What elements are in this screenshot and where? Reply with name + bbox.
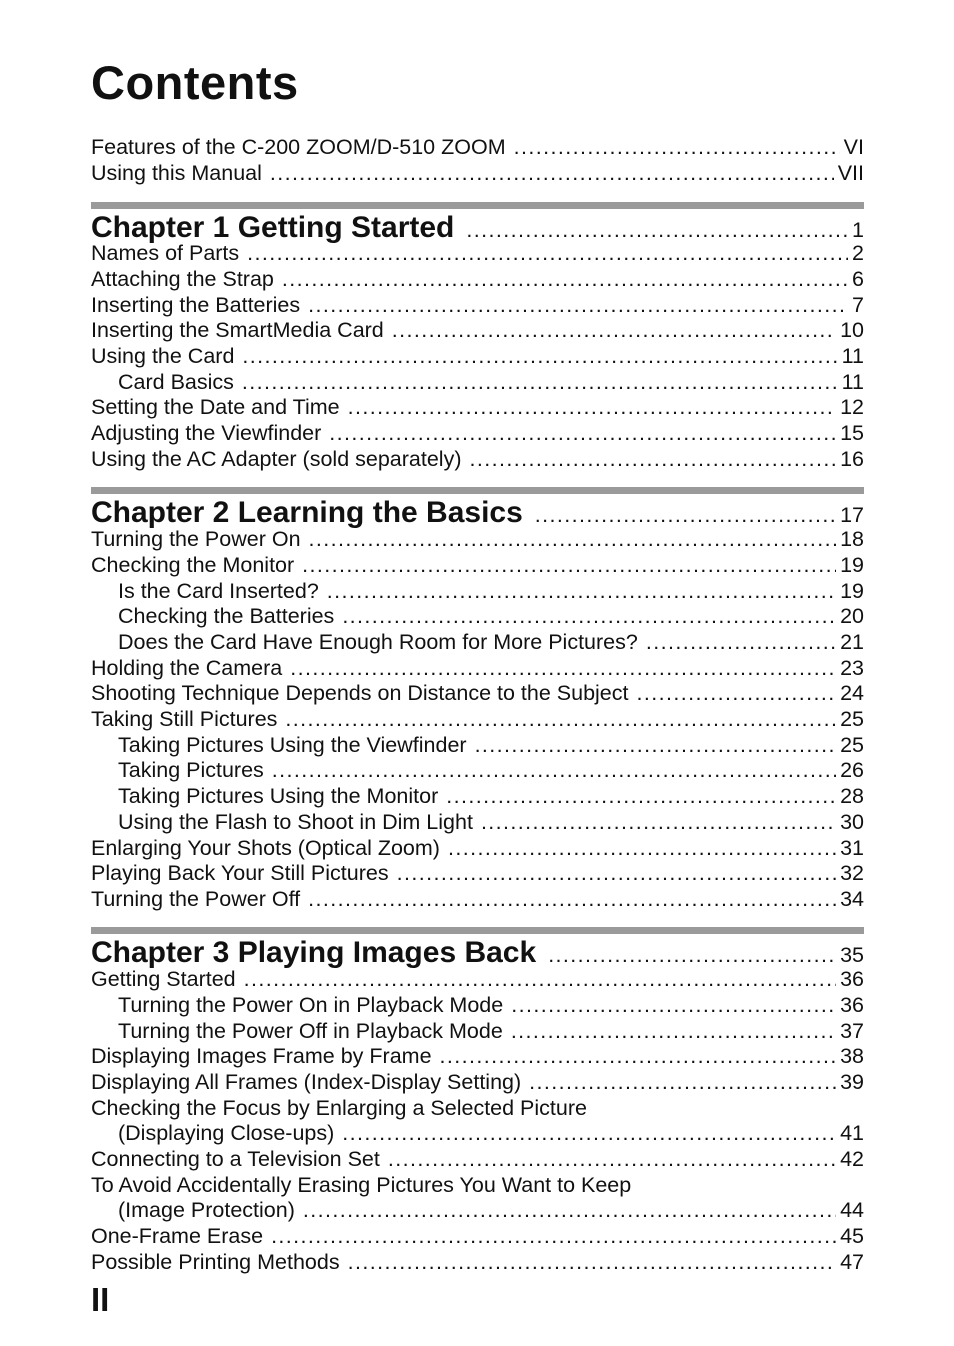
toc-entry: [91, 835, 864, 861]
toc-entry-label: Getting Started: [91, 967, 236, 991]
toc-entry-page: 25: [840, 733, 864, 757]
leader-dots: [529, 1069, 836, 1095]
toc-entry-label: Playing Back Your Still Pictures: [91, 861, 389, 885]
toc-entry-page: 47: [840, 1250, 864, 1274]
toc-entry-continuation: [118, 1197, 864, 1223]
toc-subentry: [118, 992, 864, 1018]
leader-dots: [271, 1223, 836, 1249]
toc-entry-label: Taking Pictures Using the Viewfinder: [118, 733, 467, 757]
toc-entry-label: Taking Still Pictures: [91, 707, 278, 731]
toc-entry-label: One-Frame Erase: [91, 1224, 264, 1248]
toc-entry-page: 19: [840, 579, 864, 603]
chapter-divider: [91, 202, 864, 209]
toc-subentry: [118, 369, 864, 395]
toc-entry: [91, 160, 864, 186]
toc-entry-page: 30: [840, 810, 864, 834]
leader-dots: [270, 160, 834, 186]
toc-entry: [91, 1043, 864, 1069]
toc-entry-label: Turning the Power On: [91, 527, 301, 551]
toc-entry-page: 11: [841, 370, 864, 394]
toc-entry-label: To Avoid Accidentally Erasing Pictures You Want to Keep: [91, 1173, 632, 1197]
toc-entry: [91, 1069, 864, 1095]
toc-entry-label: Using the Card: [91, 344, 235, 368]
toc-entry-label: Setting the Date and Time: [91, 395, 340, 419]
leader-dots: [327, 578, 836, 604]
page-number: II: [91, 1281, 110, 1318]
toc-entry: [91, 680, 864, 706]
toc-entry: [91, 266, 864, 292]
toc-subentry: [118, 578, 864, 604]
chapter-page: 35: [840, 943, 864, 967]
leader-dots: [548, 943, 836, 968]
toc-entry-page: 25: [840, 707, 864, 731]
toc-entry-page: 38: [840, 1044, 864, 1068]
toc-entry-label: Checking the Monitor: [91, 553, 295, 577]
toc-entry: [91, 655, 864, 681]
toc-entry-page: 12: [840, 395, 864, 419]
toc-entry-label: (Image Protection): [118, 1198, 295, 1222]
toc-entry-page: 28: [840, 784, 864, 808]
chapter-page: 1: [852, 218, 864, 242]
leader-dots: [309, 526, 837, 552]
toc-entry-page: 34: [840, 887, 864, 911]
toc-entry-label: Inserting the SmartMedia Card: [91, 318, 384, 342]
toc-entry-label: Attaching the Strap: [91, 267, 274, 291]
toc-subentry: [118, 732, 864, 758]
leader-dots: [242, 369, 838, 395]
toc-entry-page: 11: [841, 344, 864, 368]
toc-entry-label: Features of the C-200 ZOOM/D-510 ZOOM: [91, 135, 506, 159]
toc-entry-label: Checking the Batteries: [118, 604, 335, 628]
chapter-title: Chapter 1 Getting Started: [91, 211, 455, 244]
toc-subentry: [118, 757, 864, 783]
toc-entry-page: 41: [840, 1121, 864, 1145]
toc-entry-label: Turning the Power Off in Playback Mode: [118, 1019, 503, 1043]
leader-dots: [392, 317, 836, 343]
toc-entry-label: Displaying Images Frame by Frame: [91, 1044, 432, 1068]
leader-dots: [511, 1018, 836, 1044]
toc-entry: [91, 134, 864, 160]
leader-dots: [308, 292, 848, 318]
leader-dots: [342, 1120, 836, 1146]
toc-entry-label: Does the Card Have Enough Room for More Pictures?: [118, 630, 638, 654]
toc-entry-page: 36: [840, 967, 864, 991]
toc-entry-label: Using this Manual: [91, 161, 262, 185]
leader-dots: [348, 1249, 837, 1275]
toc-entry-label: Possible Printing Methods: [91, 1250, 340, 1274]
leader-dots: [247, 240, 848, 266]
toc-entry: [91, 240, 864, 266]
toc-entry-page: 45: [840, 1224, 864, 1248]
toc-entry-page: 6: [852, 267, 864, 291]
toc-entry-page: 44: [840, 1198, 864, 1222]
toc-entry-label: Displaying All Frames (Index-Display Setting): [91, 1070, 522, 1094]
toc-entry-label: Turning the Power Off: [91, 887, 301, 911]
leader-dots: [348, 394, 836, 420]
toc-entry-label: Adjusting the Viewfinder: [91, 421, 322, 445]
toc-subentry: [118, 603, 864, 629]
leader-dots: [285, 706, 836, 732]
toc-entry-page: 32: [840, 861, 864, 885]
toc-entry: [91, 394, 864, 420]
leader-dots: [342, 603, 836, 629]
leader-dots: [469, 446, 836, 472]
toc-entry: [91, 552, 864, 578]
toc-entry-page: 18: [840, 527, 864, 551]
leader-dots: [446, 783, 836, 809]
toc-entry-page: VI: [843, 135, 864, 159]
toc-entry: [91, 292, 864, 318]
toc-entry-page: VII: [837, 161, 864, 185]
toc-entry-page: 36: [840, 993, 864, 1017]
toc-subentry: [118, 629, 864, 655]
toc-entry-label: Card Basics: [118, 370, 234, 394]
toc-subentry: [118, 809, 864, 835]
toc-entry-label: Turning the Power On in Playback Mode: [118, 993, 504, 1017]
toc-entry-page: 15: [840, 421, 864, 445]
chapter-divider: [91, 927, 864, 934]
toc-entry: [91, 860, 864, 886]
toc-entry-page: 21: [840, 630, 864, 654]
toc-entry-page: 42: [840, 1147, 864, 1171]
toc-entry-label: Using the AC Adapter (sold separately): [91, 447, 462, 471]
leader-dots: [244, 966, 836, 992]
toc-subentry: [118, 1018, 864, 1044]
toc-subentry: [118, 783, 864, 809]
toc-entry-page: 39: [840, 1070, 864, 1094]
leader-dots: [303, 1197, 836, 1223]
toc-entry-label: Enlarging Your Shots (Optical Zoom): [91, 836, 440, 860]
toc-entry-page: 26: [840, 758, 864, 782]
chapter-title: Chapter 2 Learning the Basics: [91, 496, 523, 529]
chapter-title: Chapter 3 Playing Images Back: [91, 936, 537, 969]
toc-entry-label: Taking Pictures Using the Monitor: [118, 784, 439, 808]
toc-entry-label: Checking the Focus by Enlarging a Selected Picture: [91, 1096, 587, 1120]
chapter-page: 17: [840, 503, 864, 527]
leader-dots: [397, 860, 837, 886]
leader-dots: [475, 732, 837, 758]
leader-dots: [511, 992, 836, 1018]
toc-entry-label: Shooting Technique Depends on Distance to the Subject: [91, 681, 629, 705]
toc-entry-label: Taking Pictures: [118, 758, 264, 782]
toc-entry-page: 37: [840, 1019, 864, 1043]
toc-entry: [91, 1249, 864, 1275]
leader-dots: [440, 1043, 837, 1069]
leader-dots: [448, 835, 836, 861]
toc-entry-page: 23: [840, 656, 864, 680]
toc-entry-page: 24: [840, 681, 864, 705]
toc-entry-page: 19: [840, 553, 864, 577]
toc-entry: [91, 446, 864, 472]
toc-entry-label: Using the Flash to Shoot in Dim Light: [118, 810, 473, 834]
toc-entry: [91, 886, 864, 912]
toc-entry-page: 7: [852, 293, 864, 317]
toc-entry-label: Connecting to a Television Set: [91, 1147, 380, 1171]
toc-entry: [91, 706, 864, 732]
leader-dots: [308, 886, 836, 912]
toc-entry-page: 2: [852, 241, 864, 265]
toc-entry-label: Is the Card Inserted?: [118, 579, 319, 603]
toc-entry: [91, 966, 864, 992]
leader-dots: [290, 655, 836, 681]
toc-entry-continuation: [118, 1120, 864, 1146]
page-title: Contents: [91, 56, 299, 109]
leader-dots: [302, 552, 836, 578]
leader-dots: [535, 503, 836, 528]
toc-entry: [91, 1146, 864, 1172]
leader-dots: [329, 420, 836, 446]
toc-entry-page: 10: [840, 318, 864, 342]
toc-entry-page: 16: [840, 447, 864, 471]
toc-entry: [91, 1223, 864, 1249]
toc-entry-label: Inserting the Batteries: [91, 293, 301, 317]
leader-dots: [514, 134, 840, 160]
toc-entry-page: 31: [840, 836, 864, 860]
leader-dots: [646, 629, 836, 655]
toc-entry: [91, 526, 864, 552]
toc-entry-label: (Displaying Close-ups): [118, 1121, 335, 1145]
toc-entry-label: Holding the Camera: [91, 656, 283, 680]
leader-dots: [282, 266, 848, 292]
leader-dots: [388, 1146, 836, 1172]
toc-entry: [91, 317, 864, 343]
leader-dots: [272, 757, 836, 783]
leader-dots: [481, 809, 836, 835]
toc-entry: [91, 343, 864, 369]
toc-entry: [91, 420, 864, 446]
chapter-divider: [91, 487, 864, 494]
toc-entry-label: Names of Parts: [91, 241, 240, 265]
toc-entry-page: 20: [840, 604, 864, 628]
leader-dots: [242, 343, 837, 369]
leader-dots: [636, 680, 836, 706]
